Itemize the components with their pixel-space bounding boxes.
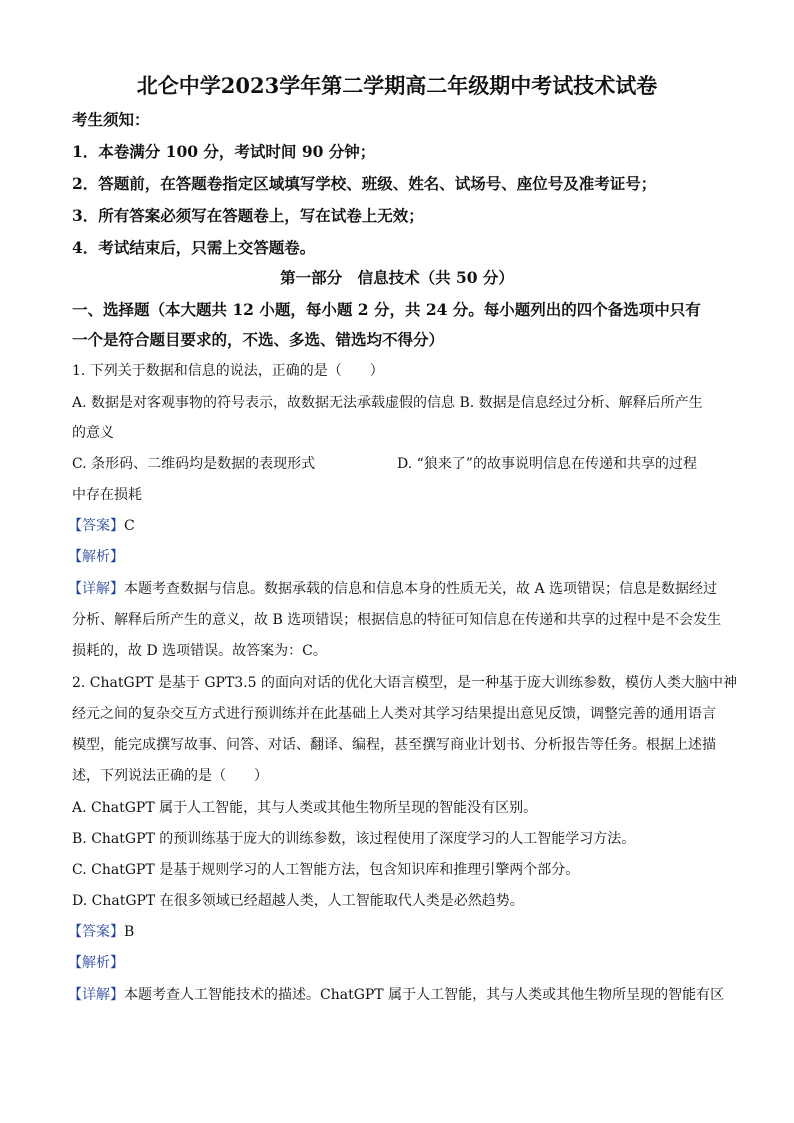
part-title: 第一部分 信息技术（共 50 分） <box>280 268 514 287</box>
q2-option-b: B. ChatGPT 的预训练基于庞大的训练参数，该过程使用了深度学习的人工智能学习方法。 <box>72 831 636 847</box>
section-heading-line2: 一个是符合题目要求的，不选、多选、错选均不得分） <box>72 330 445 349</box>
section-heading-line1: 一、选择题（本大题共 12 小题，每小题 2 分，共 24 分。每小题列出的四个备选项中只有 <box>72 300 701 319</box>
q2-stem-line4: 述，下列说法正确的是（ ） <box>72 768 268 784</box>
notice-item-4: 4．考试结束后，只需上交答题卷。 <box>72 238 316 257</box>
detail-text: 本题考查数据与信息。数据承载的信息和信息本身的性质无关，故 A 选项错误；信息是数据经过 <box>124 581 718 597</box>
answer-value: B <box>124 924 135 940</box>
exam-title: 北仑中学2023学年第二学期高二年级期中考试技术试卷 <box>136 73 658 98</box>
q2-detail-line1 <box>68 984 724 1004</box>
q1-options-ab-line1: A. 数据是对客观事物的符号表示，故数据无法承载虚假的信息 B. 数据是信息经过分析、解释后所产生 <box>72 395 703 411</box>
q1-option-d-line1: D. “狼来了”的故事说明信息在传递和共享的过程 <box>397 456 697 472</box>
q1-options-ab-line2: 的意义 <box>72 425 114 441</box>
q1-stem: 1. 下列关于数据和信息的说法，正确的是（ ） <box>72 363 384 379</box>
q1-detail-line2: 分析、解释后所产生的意义，故 B 选项错误；根据信息的特征可知信息在传递和共享的过程中是不会发生 <box>72 612 722 628</box>
answer-tag: 【答案】 <box>68 924 124 940</box>
notice-item-2: 2．答题前，在答题卷指定区域填写学校、班级、姓名、试场号、座位号及准考证号； <box>72 174 657 193</box>
q1-detail-line3: 损耗的，故 D 选项错误。故答案为：C。 <box>72 643 327 659</box>
q2-option-d: D. ChatGPT 在很多领域已经超越人类，人工智能取代人类是必然趋势。 <box>72 893 524 909</box>
detail-tag: 【详解】 <box>68 987 124 1003</box>
q2-option-c: C. ChatGPT 是基于规则学习的人工智能方法，包含知识库和推理引擎两个部分。 <box>72 862 580 878</box>
q2-stem-line3: 模型，能完成撰写故事、问答、对话、翻译、编程，甚至撰写商业计划书、分析报告等任务。根据上述描 <box>72 737 716 753</box>
q1-option-c: C. 条形码、二维码均是数据的表现形式 <box>72 456 316 472</box>
notice-item-3: 3．所有答案必须写在答题卷上，写在试卷上无效； <box>72 206 424 225</box>
notice-item-1: 1．本卷满分 100 分，考试时间 90 分钟； <box>72 142 376 161</box>
q2-analysis-tag: 【解析】 <box>68 955 124 971</box>
q1-detail-line1 <box>68 578 717 598</box>
answer-value: C <box>124 518 135 534</box>
q1-analysis-tag: 【解析】 <box>68 549 124 565</box>
q2-stem-line1: 2. ChatGPT 是基于 GPT3.5 的面向对话的优化大语言模型，是一种基于庞大训练参数，模仿人类大脑中神 <box>72 675 738 691</box>
answer-tag: 【答案】 <box>68 518 124 534</box>
q1-answer <box>68 515 135 535</box>
detail-text: 本题考查人工智能技术的描述。ChatGPT 属于人工智能，其与人类或其他生物所呈现的智能有区 <box>124 987 725 1003</box>
notice-heading: 考生须知： <box>72 110 150 129</box>
q1-option-d-line2: 中存在损耗 <box>72 487 142 503</box>
q2-answer <box>68 921 134 941</box>
q2-option-a: A. ChatGPT 属于人工智能，其与人类或其他生物所呈现的智能没有区别。 <box>72 800 538 816</box>
detail-tag: 【详解】 <box>68 581 124 597</box>
q2-stem-line2: 经元之间的复杂交互方式进行预训练并在此基础上人类对其学习结果提出意见反馈，调整完善的通用语言 <box>72 706 716 722</box>
